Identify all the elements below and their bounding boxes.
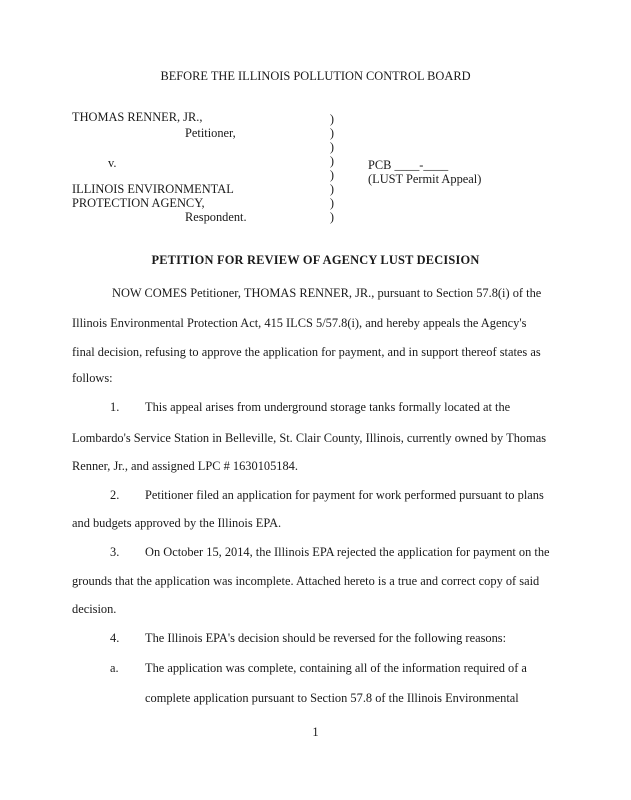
caption-paren: ) bbox=[329, 140, 335, 154]
caption-paren: ) bbox=[329, 112, 335, 126]
versus: v. bbox=[108, 156, 117, 170]
intro-line: follows: bbox=[72, 371, 113, 385]
paragraph-line: Renner, Jr., and assigned LPC # 1630105184. bbox=[72, 459, 298, 473]
case-type: (LUST Permit Appeal) bbox=[368, 172, 482, 186]
paragraph-line: grounds that the application was incomplete. Attached hereto is a true and correct copy of said bbox=[72, 574, 540, 588]
paragraph-line: The Illinois EPA's decision should be reversed for the following reasons: bbox=[145, 631, 507, 645]
document-title: PETITION FOR REVIEW OF AGENCY LUST DECISION bbox=[151, 253, 480, 267]
intro-line: Illinois Environmental Protection Act, 415 ILCS 5/57.8(i), and hereby appeals the Agency's bbox=[72, 316, 527, 330]
subparagraph-letter: a. bbox=[110, 661, 119, 675]
petitioner-name: THOMAS RENNER, JR., bbox=[72, 110, 203, 124]
paragraph-line: and budgets approved by the Illinois EPA. bbox=[72, 516, 282, 530]
court-heading: BEFORE THE ILLINOIS POLLUTION CONTROL BOARD bbox=[160, 69, 471, 83]
respondent-role: Respondent. bbox=[185, 210, 247, 224]
paragraph-line: Lombardo's Service Station in Belleville, St. Clair County, Illinois, currently owned by Thomas bbox=[72, 431, 547, 445]
paragraph-number: 1. bbox=[110, 400, 120, 414]
paragraph-line: On October 15, 2014, the Illinois EPA rejected the application for payment on the bbox=[145, 545, 550, 559]
respondent-name-line2: PROTECTION AGENCY, bbox=[72, 196, 205, 210]
paragraph-line: decision. bbox=[72, 602, 117, 616]
paragraph-line: This appeal arises from underground storage tanks formally located at the bbox=[145, 400, 511, 414]
caption-paren: ) bbox=[329, 210, 335, 224]
paragraph-line: complete application pursuant to Section 57.8 of the Illinois Environmental bbox=[145, 691, 519, 705]
caption-paren: ) bbox=[329, 168, 335, 182]
intro-line: final decision, refusing to approve the application for payment, and in support thereof states as bbox=[72, 345, 541, 359]
respondent-name-line1: ILLINOIS ENVIRONMENTAL bbox=[72, 182, 234, 196]
caption-paren: ) bbox=[329, 154, 335, 168]
page-number: 1 bbox=[312, 725, 319, 739]
paragraph-line: Petitioner filed an application for payment for work performed pursuant to plans bbox=[145, 488, 544, 502]
paragraph-number: 2. bbox=[110, 488, 120, 502]
paragraph-line: The application was complete, containing all of the information required of a bbox=[145, 661, 527, 675]
petitioner-role: Petitioner, bbox=[185, 126, 236, 140]
caption-paren: ) bbox=[329, 182, 335, 196]
paragraph-number: 4. bbox=[110, 631, 120, 645]
caption-paren: ) bbox=[329, 196, 335, 210]
case-number: PCB ____-____ bbox=[368, 158, 449, 172]
caption-paren: ) bbox=[329, 126, 335, 140]
intro-line: NOW COMES Petitioner, THOMAS RENNER, JR., pursuant to Section 57.8(i) of the bbox=[112, 286, 542, 300]
paragraph-number: 3. bbox=[110, 545, 120, 559]
